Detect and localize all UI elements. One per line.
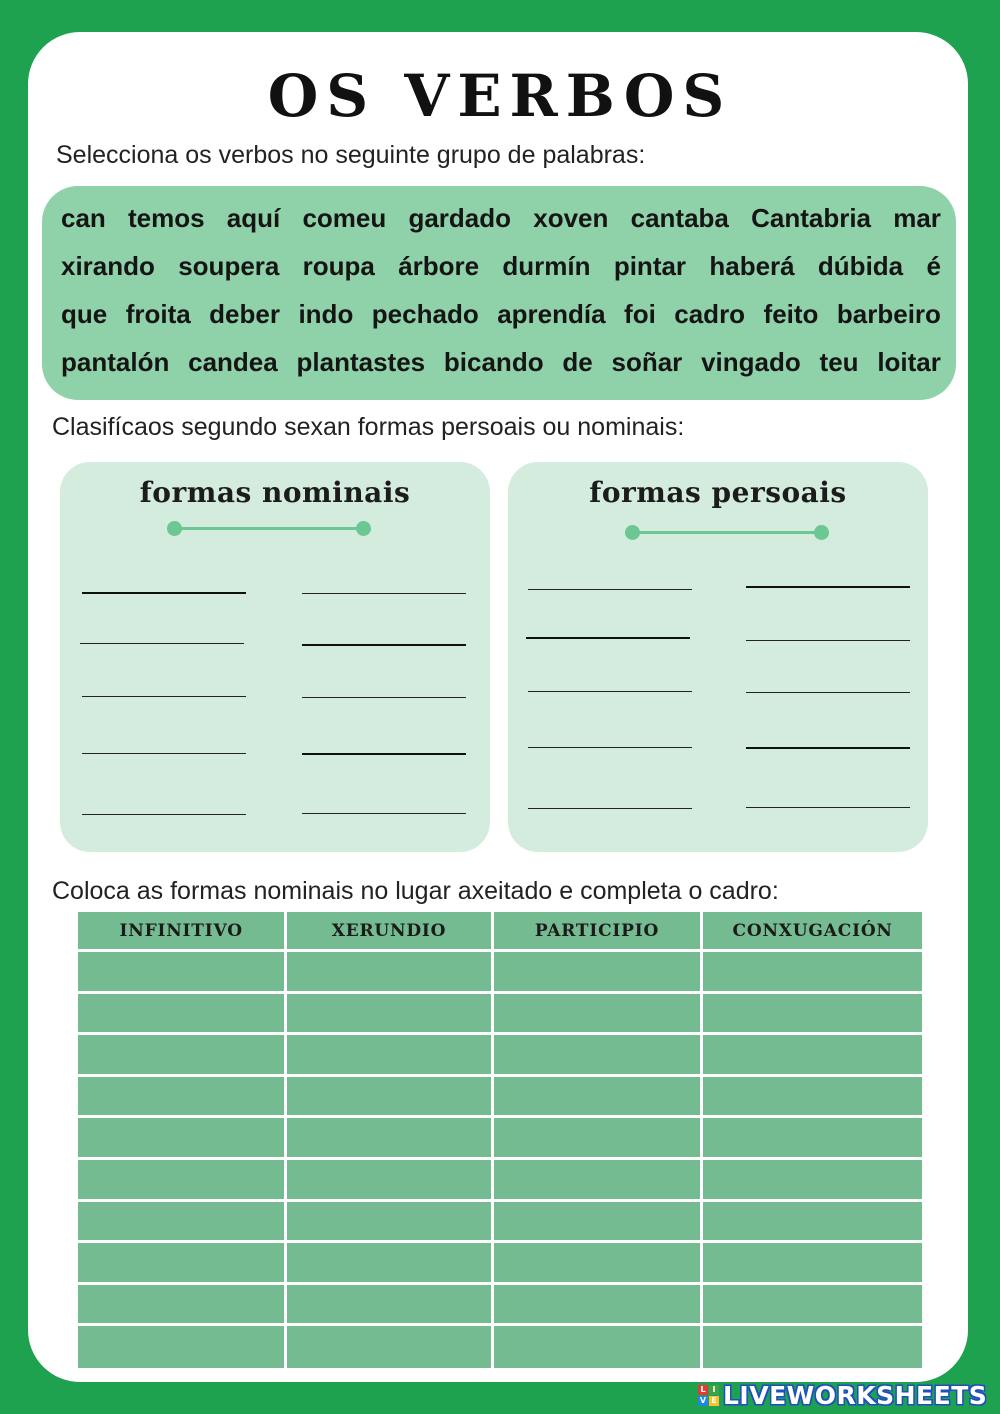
answer-input[interactable]: [494, 994, 701, 1033]
word-option[interactable]: indo: [298, 298, 354, 329]
answer-input[interactable]: [494, 1243, 701, 1282]
answer-input[interactable]: [287, 1285, 490, 1324]
table-cell: [703, 1326, 922, 1368]
nominal-forms-title: formas nominais: [139, 476, 411, 509]
answer-input[interactable]: [287, 1326, 490, 1368]
word-option[interactable]: can: [61, 202, 106, 233]
personal-blank[interactable]: [746, 667, 910, 693]
personal-blank[interactable]: [746, 782, 910, 808]
table-cell: [78, 994, 287, 1036]
word-option[interactable]: durmín: [502, 250, 591, 281]
word-option[interactable]: de: [562, 346, 593, 377]
word-option[interactable]: barbeiro: [836, 298, 941, 329]
personal-blank[interactable]: [746, 723, 910, 749]
table-cell: [287, 1243, 493, 1285]
table-cell: [494, 1160, 704, 1202]
table-cell: [287, 1326, 493, 1368]
table-cell: [287, 1285, 493, 1327]
select-instruction: Selecciona os verbos no seguinte grupo de palabras:: [56, 141, 646, 169]
table-cell: [78, 1077, 287, 1119]
table-cell: [78, 1118, 287, 1160]
table-instruction: Coloca as formas nominais no lugar axeitado e completa o cadro:: [52, 877, 779, 905]
table-row: [78, 1243, 922, 1285]
word-option[interactable]: Cantabria: [751, 202, 871, 233]
word-option[interactable]: xirando: [61, 250, 155, 281]
answer-input[interactable]: [703, 952, 922, 991]
table-row: [78, 1035, 922, 1077]
personal-blank[interactable]: [746, 615, 910, 641]
word-option[interactable]: candea: [188, 346, 278, 377]
word-row: [60, 338, 942, 386]
table-cell: [287, 1118, 493, 1160]
table-cell: [703, 1160, 922, 1202]
word-option[interactable]: pechado: [371, 298, 479, 329]
personal-blank[interactable]: [528, 666, 692, 692]
liveworksheets-logo: [698, 1382, 987, 1408]
logo-badge-letter: V: [699, 1395, 707, 1405]
answer-input[interactable]: [703, 994, 922, 1033]
answer-input[interactable]: [287, 952, 490, 991]
word-option[interactable]: vingado: [701, 346, 801, 377]
word-option[interactable]: aprendía: [497, 298, 606, 329]
answer-input[interactable]: [703, 1035, 922, 1074]
nominal-blank[interactable]: [82, 789, 246, 815]
personal-forms-panel: [508, 462, 928, 852]
answer-input[interactable]: [494, 1326, 701, 1368]
table-cell: [494, 1035, 704, 1077]
header-xerundio: XERUNDIO: [287, 912, 493, 952]
table-cell: [287, 994, 493, 1036]
table-cell: [703, 1118, 922, 1160]
answer-input[interactable]: [78, 1077, 284, 1116]
table-cell: [78, 1160, 287, 1202]
table-cell: [494, 952, 704, 994]
word-option[interactable]: cantaba: [630, 202, 729, 233]
table-cell: [703, 1202, 922, 1244]
word-option[interactable]: deber: [209, 298, 280, 329]
table-cell: [494, 1202, 704, 1244]
verb-forms-table: [78, 912, 922, 1368]
table-cell: [78, 952, 287, 994]
answer-input[interactable]: [78, 952, 284, 991]
answer-input[interactable]: [287, 994, 490, 1033]
answer-input[interactable]: [703, 1285, 922, 1324]
personal-blank[interactable]: [528, 564, 692, 590]
header-conxugacion: CONXUGACIÓN: [703, 912, 922, 952]
answer-input[interactable]: [494, 1160, 701, 1199]
word-option[interactable]: foi: [624, 298, 656, 329]
answer-input[interactable]: [703, 1243, 922, 1282]
table-cell: [494, 994, 704, 1036]
word-option[interactable]: pintar: [613, 250, 687, 281]
table-row: [78, 994, 922, 1036]
word-option[interactable]: soupera: [178, 250, 280, 281]
answer-input[interactable]: [78, 1035, 284, 1074]
word-selection-box: [42, 186, 956, 400]
nominal-blank[interactable]: [80, 618, 244, 644]
table-cell: [703, 1035, 922, 1077]
answer-input[interactable]: [78, 994, 284, 1033]
table-body: [78, 952, 922, 1368]
table-row: [78, 1326, 922, 1368]
answer-input[interactable]: [287, 1118, 490, 1157]
table-row: [78, 1160, 922, 1202]
word-option[interactable]: comeu: [302, 202, 387, 233]
word-option[interactable]: teu: [819, 346, 859, 377]
answer-input[interactable]: [494, 1118, 701, 1157]
word-option[interactable]: aquí: [226, 202, 281, 233]
answer-input[interactable]: [703, 1326, 922, 1368]
nominal-blank[interactable]: [302, 620, 466, 646]
nominal-blank[interactable]: [302, 729, 466, 755]
word-row: [60, 194, 942, 242]
word-option[interactable]: xoven: [533, 202, 609, 233]
personal-forms-title: formas persoais: [589, 476, 847, 509]
table-cell: [78, 1243, 287, 1285]
answer-input[interactable]: [703, 1160, 922, 1199]
word-option[interactable]: que: [61, 298, 108, 329]
word-option[interactable]: soñar: [611, 346, 683, 377]
table-cell: [703, 1285, 922, 1327]
table-header-row: [78, 912, 922, 952]
answer-input[interactable]: [78, 1118, 284, 1157]
table-cell: [494, 1118, 704, 1160]
header-participio: PARTICIPIO: [494, 912, 704, 952]
word-option[interactable]: mar: [893, 202, 941, 233]
answer-input[interactable]: [494, 1202, 701, 1241]
table-cell: [494, 1243, 704, 1285]
table-cell: [703, 1243, 922, 1285]
word-option[interactable]: dúbida: [817, 250, 904, 281]
table-cell: [78, 1285, 287, 1327]
answer-input[interactable]: [494, 952, 701, 991]
word-option[interactable]: árbore: [398, 250, 480, 281]
divider-line: [632, 531, 822, 534]
answer-input[interactable]: [287, 1243, 490, 1282]
header-infinitivo: INFINITIVO: [78, 912, 287, 952]
word-option[interactable]: cadro: [674, 298, 746, 329]
personal-blank[interactable]: [746, 562, 910, 588]
personal-blank[interactable]: [526, 613, 690, 639]
answer-input[interactable]: [494, 1077, 701, 1116]
page-title: OS VERBOS: [267, 62, 733, 130]
table-row: [78, 1285, 922, 1327]
table-cell: [703, 1077, 922, 1119]
word-option[interactable]: roupa: [302, 250, 375, 281]
answer-input[interactable]: [78, 1243, 284, 1282]
answer-input[interactable]: [78, 1202, 284, 1241]
word-option[interactable]: loitar: [877, 346, 941, 377]
answer-input[interactable]: [78, 1326, 284, 1368]
table-cell: [287, 952, 493, 994]
answer-input[interactable]: [287, 1077, 490, 1116]
table-cell: [494, 1285, 704, 1327]
table-cell: [287, 1160, 493, 1202]
table-row: [78, 1202, 922, 1244]
nominal-forms-panel: [60, 462, 490, 852]
answer-input[interactable]: [703, 1118, 922, 1157]
logo-badge-letter: I: [709, 1385, 719, 1395]
table-row: [78, 1118, 922, 1160]
divider-line: [174, 527, 364, 530]
nominal-blank[interactable]: [302, 568, 466, 594]
word-row: [60, 242, 942, 290]
table-cell: [287, 1077, 493, 1119]
word-option[interactable]: froita: [125, 298, 191, 329]
logo-badge-letter: L: [698, 1385, 708, 1395]
table-cell: [78, 1035, 287, 1077]
nominal-blank[interactable]: [302, 672, 466, 698]
answer-input[interactable]: [703, 1077, 922, 1116]
personal-blank[interactable]: [528, 722, 692, 748]
nominal-blank[interactable]: [82, 568, 246, 594]
nominal-blank[interactable]: [82, 728, 246, 754]
word-option[interactable]: plantastes: [296, 346, 426, 377]
word-option[interactable]: bicando: [443, 346, 544, 377]
answer-input[interactable]: [287, 1160, 490, 1199]
table-cell: [703, 952, 922, 994]
answer-input[interactable]: [703, 1202, 922, 1241]
answer-input[interactable]: [494, 1285, 701, 1324]
word-option[interactable]: temos: [128, 202, 205, 233]
answer-input[interactable]: [494, 1035, 701, 1074]
table-row: [78, 952, 922, 994]
logo-badge: [698, 1385, 719, 1406]
table-cell: [287, 1202, 493, 1244]
word-option[interactable]: é: [926, 250, 941, 281]
logo-text: LIVEWORKSHEETS: [723, 1380, 988, 1410]
personal-blank[interactable]: [528, 783, 692, 809]
nominal-blank[interactable]: [82, 671, 246, 697]
table-cell: [703, 994, 922, 1036]
word-option[interactable]: feito: [763, 298, 819, 329]
answer-input[interactable]: [287, 1035, 490, 1074]
answer-input[interactable]: [78, 1285, 284, 1324]
table-cell: [287, 1035, 493, 1077]
table-cell: [494, 1326, 704, 1368]
table-cell: [494, 1077, 704, 1119]
table-row: [78, 1077, 922, 1119]
word-row: [60, 290, 942, 338]
word-option[interactable]: haberá: [709, 250, 795, 281]
logo-badge-letter: E: [709, 1396, 719, 1406]
classify-instruction: Clasifícaos segundo sexan formas persoais ou nominais:: [52, 413, 685, 441]
answer-input[interactable]: [78, 1160, 284, 1199]
nominal-blank[interactable]: [302, 788, 466, 814]
word-option[interactable]: gardado: [408, 202, 512, 233]
table-cell: [78, 1326, 287, 1368]
table-cell: [78, 1202, 287, 1244]
word-option[interactable]: pantalón: [61, 346, 170, 377]
answer-input[interactable]: [287, 1202, 490, 1241]
